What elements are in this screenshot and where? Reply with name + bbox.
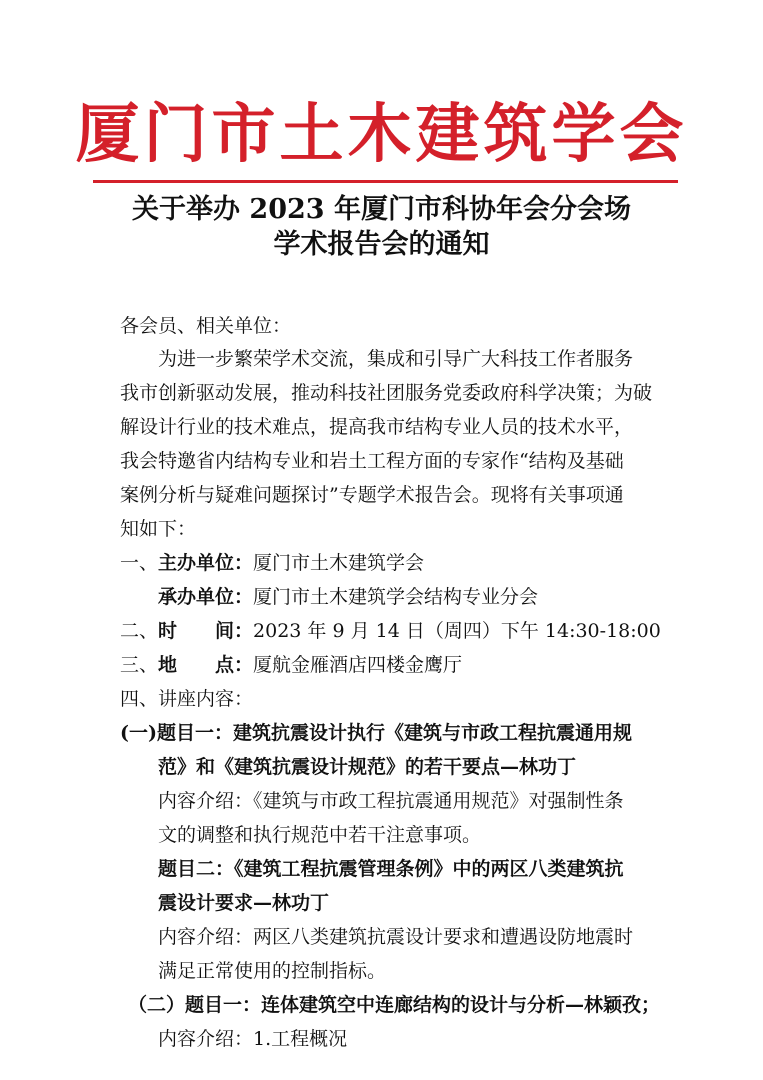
body-line: 我会特邀省内结构专业和岩土工程方面的专家作“结构及基础 bbox=[120, 450, 624, 472]
description-line: 内容介绍：1.工程概况 bbox=[158, 1028, 348, 1050]
field-value: 2023 年 9 月 14 日（周四）下午 14:30-18:00 bbox=[253, 620, 661, 642]
topic-line: 震设计要求—林功丁 bbox=[158, 892, 330, 914]
section-number: 二、 bbox=[120, 620, 159, 642]
letterhead-divider bbox=[93, 180, 678, 183]
salutation: 各会员、相关单位： bbox=[120, 315, 292, 337]
body-line: 解设计行业的技术难点，提高我市结构专业人员的技术水平， bbox=[120, 416, 634, 438]
body-line: 知如下： bbox=[120, 518, 197, 540]
notice-title-line-1: 关于举办 2023 年厦门市科协年会分会场 bbox=[132, 194, 631, 225]
co-organizer-line bbox=[158, 583, 538, 611]
description-line: 满足正常使用的控制指标。 bbox=[158, 960, 387, 982]
field-label: 地 点： bbox=[158, 654, 254, 676]
description-line: 文的调整和执行规范中若干注意事项。 bbox=[158, 824, 482, 846]
field-label: 主办单位： bbox=[158, 552, 254, 574]
body-line: 案例分析与疑难问题探讨”专题学术报告会。现将有关事项通 bbox=[120, 484, 624, 506]
description-line: 内容介绍：两区八类建筑抗震设计要求和遭遇设防地震时 bbox=[158, 926, 634, 948]
letterhead-title: 厦门市土木建筑学会 bbox=[75, 97, 688, 172]
body-line: 为进一步繁荣学术交流，集成和引导广大科技工作者服务 bbox=[158, 348, 634, 370]
section-number: 一、 bbox=[120, 552, 159, 574]
topic-line: 题目二：《建筑工程抗震管理条例》中的两区八类建筑抗 bbox=[158, 858, 624, 880]
notice-title-line-2: 学术报告会的通知 bbox=[273, 229, 490, 260]
section-number: 三、 bbox=[120, 654, 159, 676]
topic-line: （二）题目一：连体建筑空中连廊结构的设计与分析—林颖孜； bbox=[128, 994, 661, 1016]
organizer-line bbox=[120, 549, 424, 577]
field-value: 厦门市土木建筑学会结构专业分会 bbox=[253, 586, 539, 608]
description-line: 内容介绍：《建筑与市政工程抗震通用规范》对强制性条 bbox=[158, 790, 624, 812]
topic-line: 范》和《建筑抗震设计规范》的若干要点—林功丁 bbox=[158, 756, 577, 778]
venue-line bbox=[120, 651, 462, 679]
field-label: 承办单位： bbox=[158, 586, 254, 608]
topic-line: (一)题目一：建筑抗震设计执行《建筑与市政工程抗震通用规 bbox=[120, 722, 632, 744]
field-value: 厦航金雁酒店四楼金鹰厅 bbox=[253, 654, 463, 676]
section-heading: 四、讲座内容： bbox=[120, 688, 254, 710]
time-line bbox=[120, 617, 661, 645]
body-line: 我市创新驱动发展，推动科技社团服务党委政府科学决策；为破 bbox=[120, 382, 653, 404]
field-value: 厦门市土木建筑学会 bbox=[253, 552, 425, 574]
field-label: 时 间： bbox=[158, 620, 254, 642]
